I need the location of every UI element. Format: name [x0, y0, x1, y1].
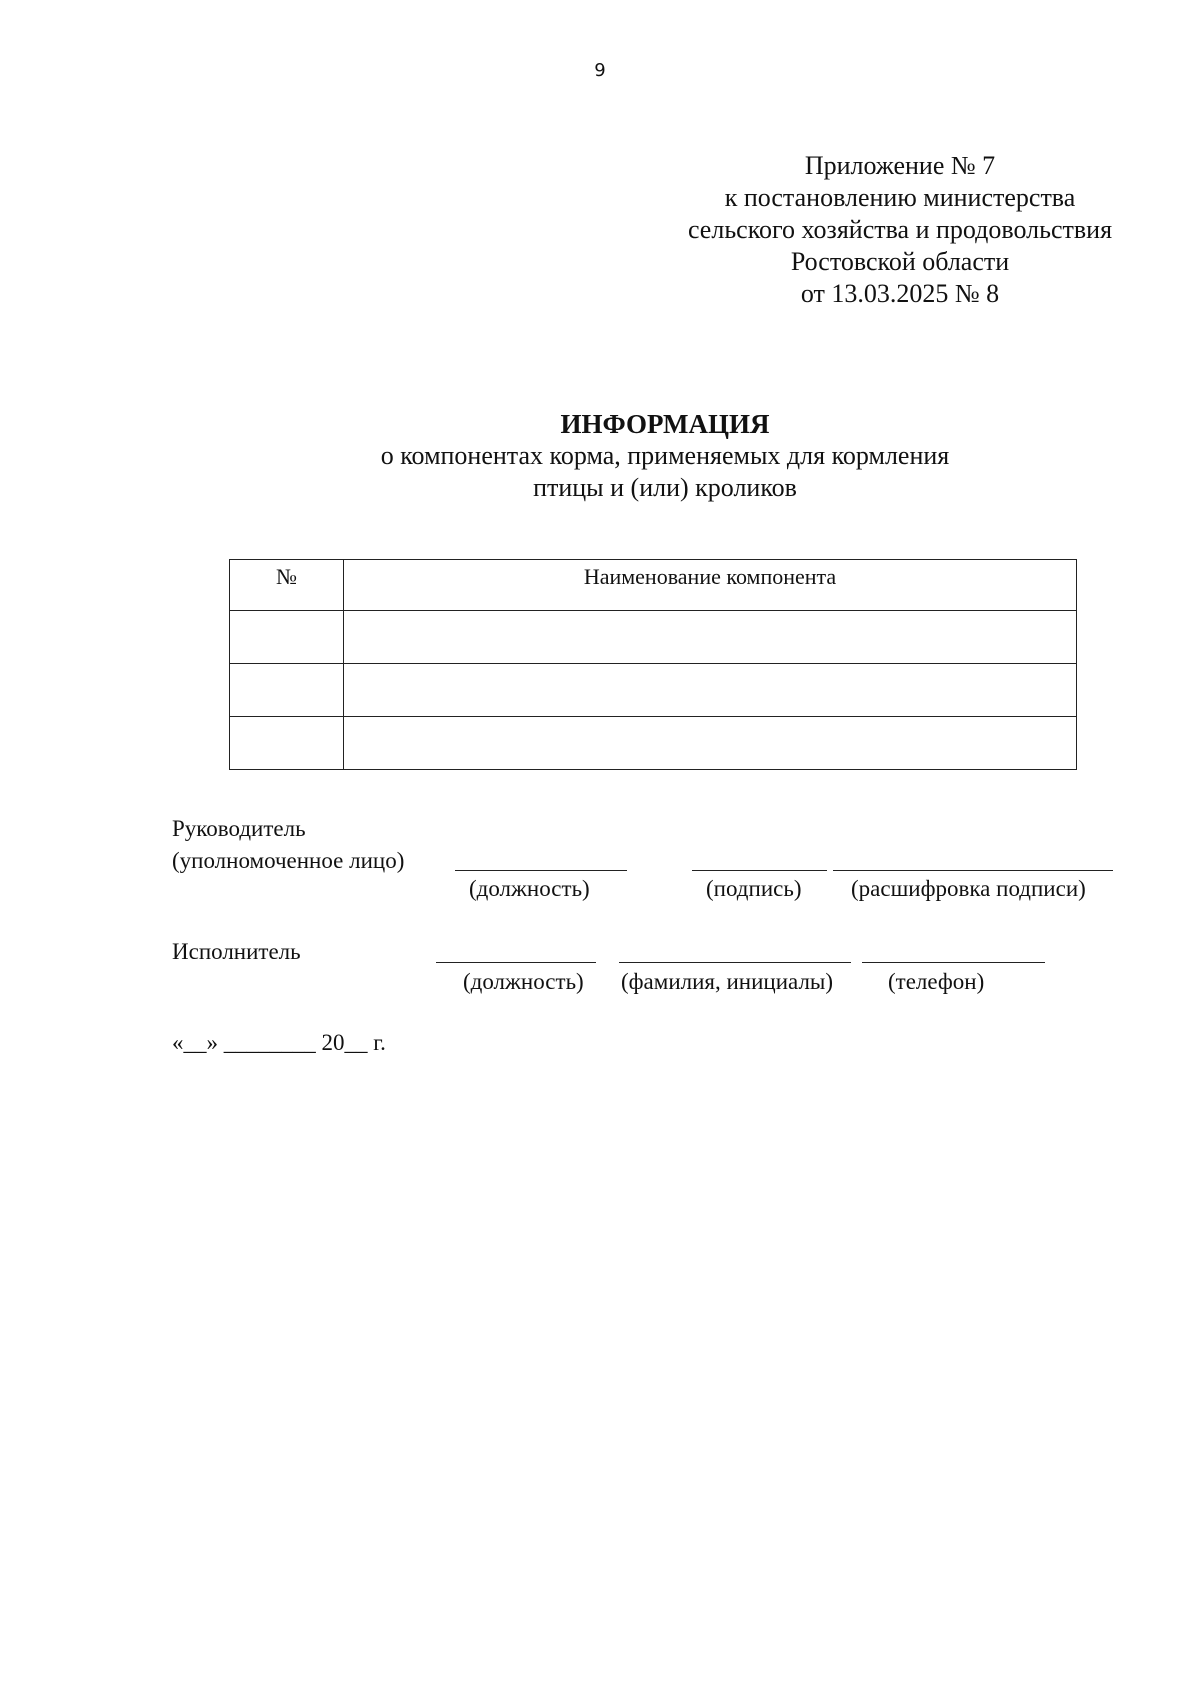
executor-name-line [619, 962, 851, 963]
executor-label: Исполнитель [172, 939, 301, 964]
table-row [230, 717, 1077, 770]
cell-number [230, 717, 344, 770]
table-header-row [230, 560, 1077, 611]
head-signature-line [692, 870, 827, 871]
table-row [230, 611, 1077, 664]
appendix-line: сельского хозяйства и продовольствия [687, 215, 1113, 244]
cell-number [230, 664, 344, 717]
head-decoding-caption: (расшифровка подписи) [851, 876, 1086, 901]
executor-phone-line [862, 962, 1045, 963]
document-title [0, 408, 1200, 504]
header-number: № [230, 560, 344, 611]
executor-name-caption: (фамилия, инициалы) [621, 969, 834, 994]
executor-phone-caption: (телефон) [888, 969, 985, 994]
header-component-name: Наименование компонента [344, 560, 1077, 611]
title-main: ИНФОРМАЦИЯ [560, 409, 770, 439]
cell-component [344, 611, 1077, 664]
components-table [229, 559, 1077, 770]
table-row [230, 664, 1077, 717]
cell-component [344, 717, 1077, 770]
executor-position-line [436, 962, 596, 963]
head-signature-caption: (подпись) [706, 876, 802, 901]
appendix-line: к постановлению министерства [724, 183, 1076, 212]
executor-position-caption: (должность) [463, 969, 584, 994]
appendix-line: Ростовской области [790, 247, 1010, 276]
title-subtitle: о компонентах корма, применяемых для кормления [380, 441, 950, 470]
date-line: «__» ________ 20__ г. [172, 1030, 386, 1055]
head-label: Руководитель [172, 816, 306, 841]
cell-component [344, 664, 1077, 717]
head-position-line [455, 870, 627, 871]
appendix-block [620, 150, 1180, 310]
appendix-line: Приложение № 7 [804, 151, 996, 180]
page-number: 9 [594, 60, 606, 81]
head-position-caption: (должность) [469, 876, 590, 901]
cell-number [230, 611, 344, 664]
title-subtitle: птицы и (или) кроликов [533, 473, 797, 502]
head-label-sub: (уполномоченное лицо) [172, 848, 405, 873]
appendix-line: от 13.03.2025 № 8 [800, 279, 1000, 308]
head-decoding-line [833, 870, 1113, 871]
